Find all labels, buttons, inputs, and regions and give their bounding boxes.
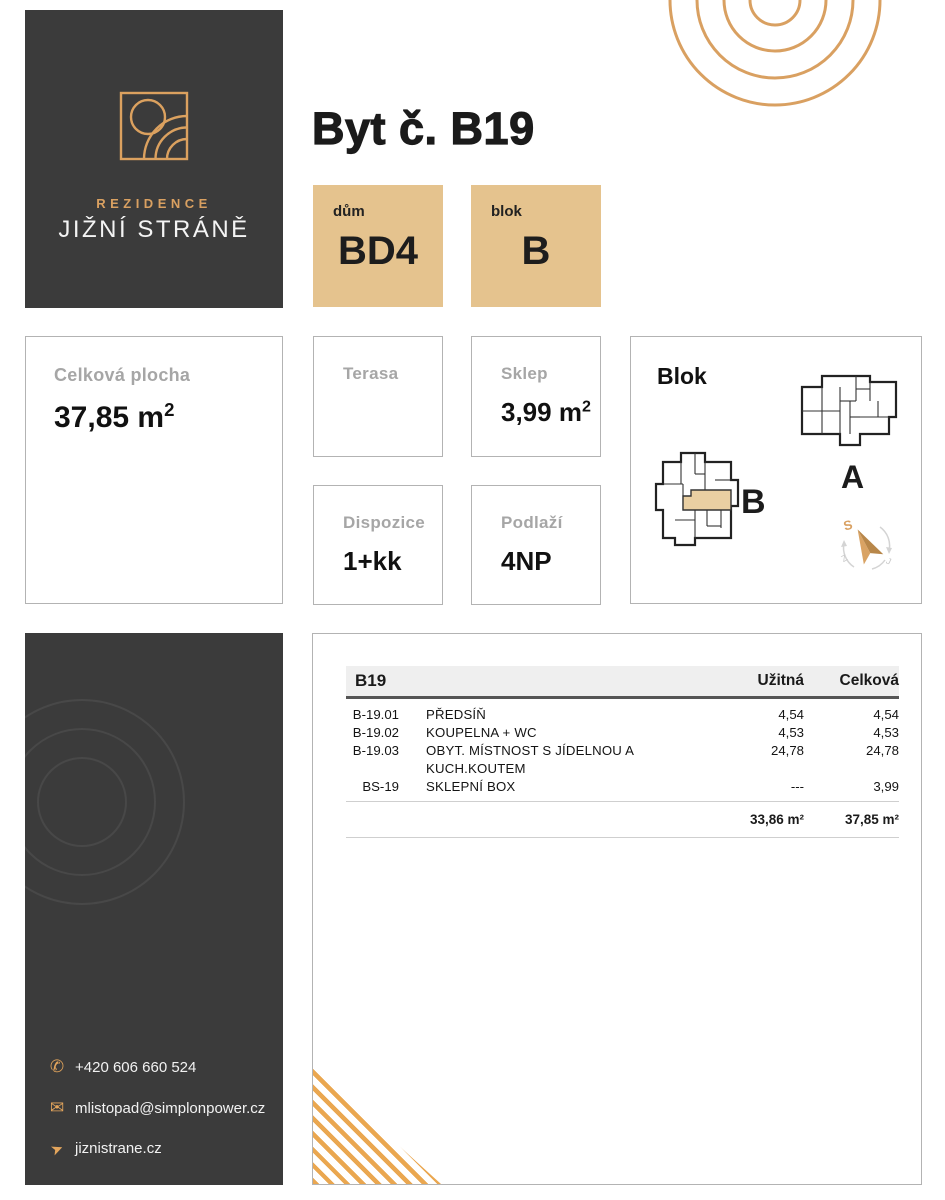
rooms-table (346, 666, 899, 838)
block-b-label: B (741, 483, 766, 521)
room-usable-area: --- (790, 779, 804, 794)
table-divider (346, 837, 899, 838)
room-usable-area: 4,54 (778, 707, 804, 722)
block-a-label: A (841, 459, 865, 495)
room-name: OBYT. MÍSTNOST S JÍDELNOU A KUCH.KOUTEM (426, 743, 634, 776)
block-map-title: Blok (657, 363, 707, 389)
room-total-area: 3,99 (873, 779, 899, 794)
contact-email[interactable] (25, 1098, 283, 1124)
contact-panel (25, 633, 283, 1185)
room-name: SKLEPNÍ BOX (426, 779, 516, 794)
website-url: jiznistrane.cz (75, 1140, 162, 1157)
brand-logo-icon (118, 90, 190, 162)
room-total-area: 24,78 (865, 743, 899, 758)
floor-box (471, 485, 601, 605)
envelope-icon: ✉ (49, 1098, 65, 1118)
contact-phone[interactable] (25, 1057, 283, 1083)
room-code: B-19.01 (352, 707, 399, 722)
arc-decoration (650, 0, 922, 128)
stripes-decoration (313, 1068, 441, 1184)
floor-value: 4NP (501, 546, 552, 576)
compass-north-label: S (841, 517, 855, 534)
terrace-label: Terasa (343, 364, 399, 383)
table-row (346, 742, 899, 778)
page-title: Byt č. B19 (312, 103, 535, 154)
cursor-icon: ➤ (47, 1138, 67, 1160)
room-code: BS-19 (362, 779, 399, 794)
brand-name: JIŽNÍ STRÁNĚ (58, 216, 250, 243)
room-name: KOUPELNA + WC (426, 725, 537, 740)
compass-south-label: J (884, 555, 893, 567)
table-row (346, 778, 899, 796)
room-name: PŘEDSÍŇ (426, 707, 487, 722)
table-row (346, 724, 899, 742)
terrace-box (313, 336, 443, 457)
rooms-table-panel (312, 633, 922, 1185)
total-area-label: Celková plocha (54, 365, 191, 385)
chip-block-value: B (521, 229, 551, 273)
unit-id: B19 (355, 671, 387, 690)
phone-icon: ✆ (49, 1057, 65, 1077)
contact-website[interactable] (25, 1138, 283, 1164)
chip-house (313, 185, 443, 307)
layout-box (313, 485, 443, 605)
room-usable-area: 24,78 (770, 743, 804, 758)
column-total: Celková (839, 672, 899, 689)
chip-block (471, 185, 601, 307)
table-totals-row (346, 812, 899, 827)
total-usable-area: 33,86 m² (749, 812, 804, 827)
compass-icon (837, 517, 897, 577)
room-code: B-19.02 (352, 725, 399, 740)
cellar-value: 3,99 $m^2$ (501, 397, 591, 427)
table-row (346, 706, 899, 724)
cellar-label: Sklep (501, 364, 548, 383)
compass-west-label: Z (839, 552, 850, 564)
brand-label: REZIDENCE (96, 196, 212, 211)
column-usable: Užitná (757, 672, 804, 689)
chip-house-label: dům (333, 203, 365, 220)
room-total-area: 4,54 (873, 707, 899, 722)
room-usable-area: 4,53 (778, 725, 804, 740)
email-address: mlistopad@simplonpower.cz (75, 1100, 266, 1117)
chip-house-value: BD4 (337, 229, 419, 273)
phone-number: +420 606 660 524 (75, 1059, 197, 1076)
room-code: B-19.03 (352, 743, 399, 758)
total-total-area: 37,85 m² (844, 812, 899, 827)
block-map-box (630, 336, 922, 604)
layout-value: 1+kk (343, 546, 402, 576)
chip-block-label: blok (491, 203, 522, 220)
brand-panel (25, 10, 283, 308)
room-total-area: 4,53 (873, 725, 899, 740)
floor-label: Podlaží (501, 513, 563, 532)
total-area-box (25, 336, 283, 604)
table-divider (346, 801, 899, 802)
table-header-row (346, 666, 899, 699)
total-area-value: 37,85 $m^2$ (54, 399, 175, 434)
cellar-box (471, 336, 601, 457)
layout-label: Dispozice (343, 513, 426, 532)
floorplan-block-b (651, 448, 743, 550)
floorplan-block-a (794, 371, 904, 451)
